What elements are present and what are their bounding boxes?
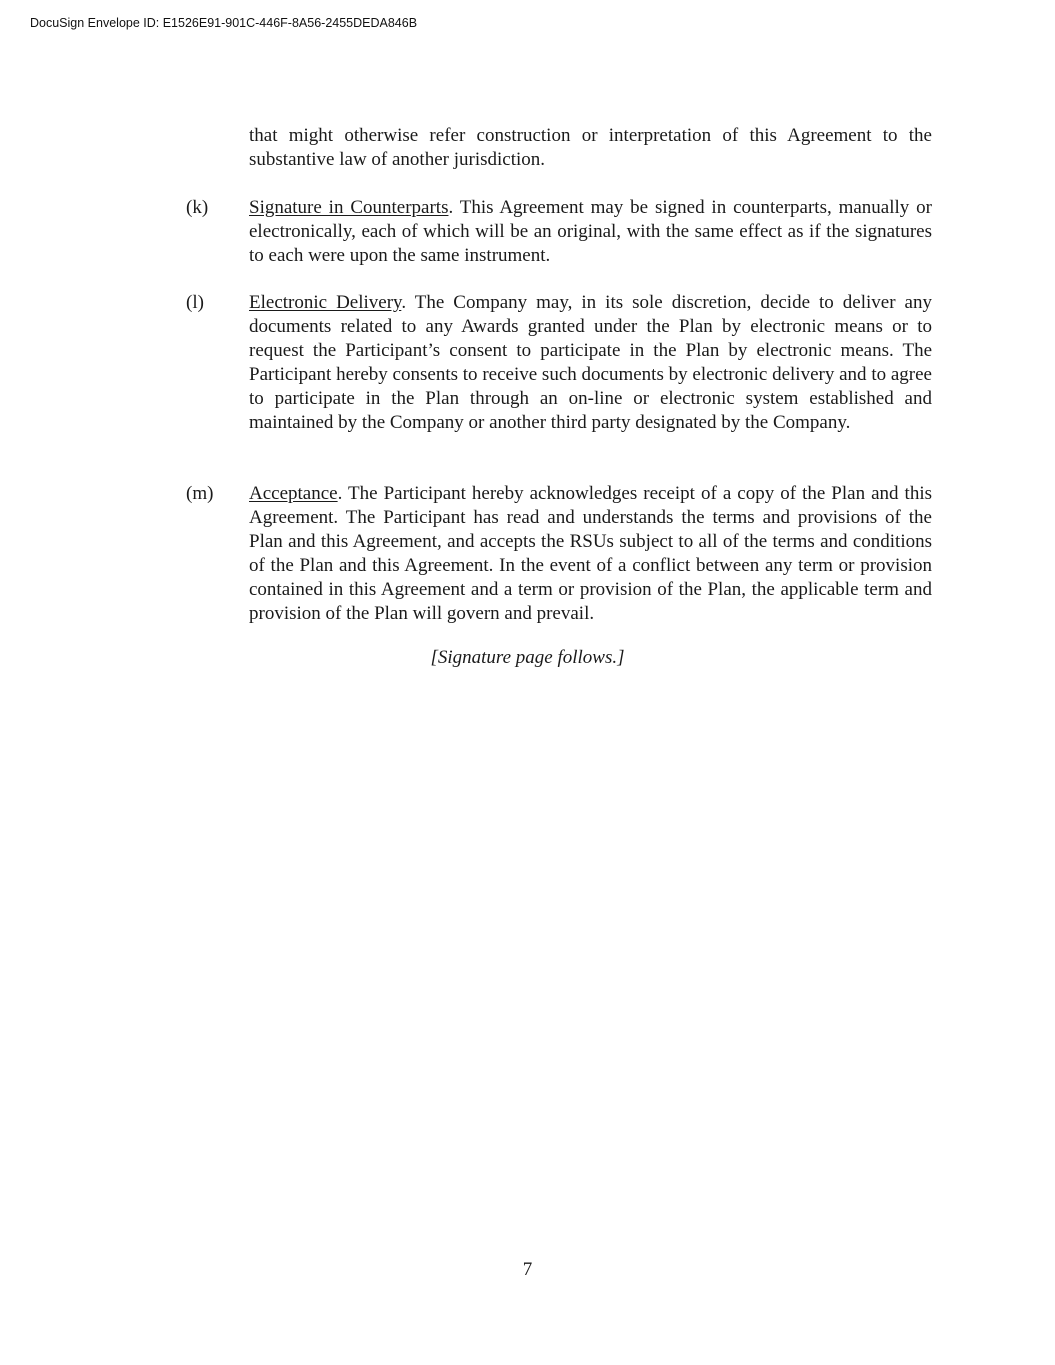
section-l-paragraph — [249, 291, 932, 435]
continuation-paragraph: that might otherwise refer construction or interpretation of this Agreement to the substantive law of another jurisdiction. — [249, 125, 932, 170]
docusign-envelope-id: DocuSign Envelope ID: E1526E91-901C-446F-8A56-2455DEDA846B — [30, 16, 418, 30]
page-number: 7 — [522, 1259, 533, 1280]
section-k-text: . This Agreement may be signed in counterparts, manually or electronically, each of which will be an original, with the same effect as if the signatures to each were upon the same instrument. — [249, 197, 932, 266]
section-k-label: (k) — [186, 197, 209, 218]
section-m-heading: Acceptance — [249, 483, 338, 504]
section-l-text: . The Company may, in its sole discretion, decide to deliver any documents related to any Awards granted under the Plan by electronic means or to request the Participant’s consent to participate in the Plan by electronic means. The Participant hereby consents to receive such documents by electronic delivery and to agree to participate in the Plan through an on-line or electronic system established and maintained by the Company or another third party designated by the Company. — [249, 292, 932, 433]
section-l-heading: Electronic Delivery — [249, 292, 402, 313]
signature-page-follows: [Signature page follows.] — [430, 647, 625, 668]
section-l-label: (l) — [186, 292, 204, 313]
section-k-heading: Signature in Counterparts — [249, 197, 449, 218]
section-m-paragraph — [249, 482, 932, 626]
section-m-text: . The Participant hereby acknowledges receipt of a copy of the Plan and this Agreement. The Participant has read and understands the terms and provisions of the Plan and this Agreement, and accepts the RSUs subject to all of the terms and conditions of the Plan and this Agreement. In the event of a conflict between any term or provision contained in this Agreement and a term or provision of the Plan, the applicable term and provision of the Plan will govern and prevail. — [249, 483, 932, 624]
section-m-label: (m) — [186, 483, 214, 504]
section-k-paragraph — [249, 196, 932, 268]
